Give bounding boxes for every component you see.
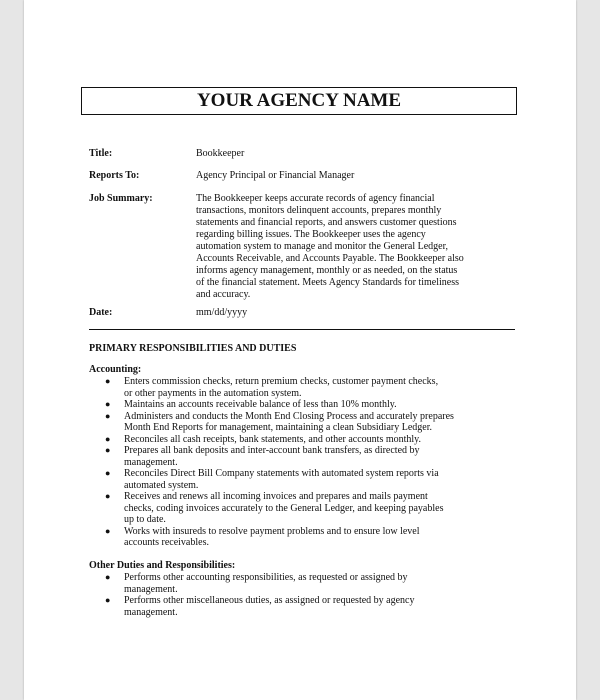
list-item xyxy=(104,572,414,595)
bullet-icon: ● xyxy=(105,376,111,386)
accounting-list xyxy=(104,376,454,549)
bullet-icon: ● xyxy=(105,572,111,582)
list-item xyxy=(104,376,454,399)
list-item-line: Receives and renews all incoming invoices and prepares and mails payment xyxy=(124,491,428,502)
list-item-line: management. xyxy=(124,456,178,468)
list-item-line: Performs other accounting responsibilities, as requested or assigned by xyxy=(124,572,408,583)
list-item xyxy=(104,526,454,549)
bullet-icon: ● xyxy=(105,525,111,536)
job-summary-line: and accuracy. xyxy=(196,289,251,300)
bullet-icon: ● xyxy=(105,399,111,409)
list-item xyxy=(104,491,454,526)
job-summary-line: informs agency management, monthly or as needed, on the status xyxy=(196,265,458,276)
list-item xyxy=(104,434,454,446)
agency-name-title: YOUR AGENCY NAME xyxy=(81,87,517,115)
job-summary-line: automation system to manage and monitor the General Ledger, xyxy=(196,241,449,252)
job-summary-text xyxy=(196,193,464,301)
list-item-line: up to date. xyxy=(124,514,166,525)
bullet-icon: ● xyxy=(105,445,111,455)
job-summary-line: Accounts Receivable, and Accounts Payable. The Bookkeeper also xyxy=(196,253,464,264)
list-item-line: checks, coding invoices accurately to the General Ledger, and keeping payables xyxy=(124,502,444,514)
bullet-icon: ● xyxy=(105,595,111,605)
list-item-line: Works with insureds to resolve payment problems and to ensure low level xyxy=(124,525,420,537)
bullet-icon: ● xyxy=(105,410,111,421)
job-summary-line: of the financial statement. Meets Agency Standards for timeliness xyxy=(196,277,459,288)
date-value: mm/dd/yyyy xyxy=(196,307,248,318)
document-page xyxy=(24,0,576,700)
reports-to-label: Reports To: xyxy=(89,170,140,181)
list-item-line: accounts receivables. xyxy=(124,537,209,548)
job-summary-line: transactions, monitors delinquent accounts, prepares monthly xyxy=(196,205,442,216)
reports-to-value: Agency Principal or Financial Manager xyxy=(196,170,355,181)
title-value: Bookkeeper xyxy=(196,148,245,159)
list-item-line: Reconciles Direct Bill Company statements with automated system reports via xyxy=(124,468,439,479)
list-item xyxy=(104,595,414,618)
list-item xyxy=(104,411,454,434)
list-item-line: Enters commission checks, return premium checks, customer payment checks, xyxy=(124,376,439,387)
list-item-line: Prepares all bank deposits and inter-account bank transfers, as directed by xyxy=(124,445,420,456)
other-duties-heading: Other Duties and Responsibilities: xyxy=(89,560,236,571)
list-item-line: management. xyxy=(124,606,178,618)
job-summary-line: The Bookkeeper keeps accurate records of agency financial xyxy=(196,193,435,204)
date-label: Date: xyxy=(89,307,113,318)
section-heading: PRIMARY RESPONSIBILITIES AND DUTIES xyxy=(89,343,297,354)
list-item xyxy=(104,445,454,468)
list-item-line: management. xyxy=(124,583,178,595)
bullet-icon: ● xyxy=(105,433,111,444)
title-label: Title: xyxy=(89,148,113,159)
list-item-line: Maintains an accounts receivable balance of less than 10% monthly. xyxy=(124,399,397,410)
other-duties-list xyxy=(104,572,414,618)
section-divider xyxy=(89,329,515,330)
list-item-line: Administers and conducts the Month End Closing Process and accurately prepares xyxy=(124,410,454,422)
list-item-line: or other payments in the automation system. xyxy=(124,387,302,399)
list-item-line: automated system. xyxy=(124,479,199,491)
bullet-icon: ● xyxy=(105,491,111,501)
list-item-line: Reconciles all cash receipts, bank statements, and other accounts monthly. xyxy=(124,433,422,445)
bullet-icon: ● xyxy=(105,468,111,478)
list-item xyxy=(104,468,454,491)
list-item xyxy=(104,399,454,411)
job-summary-line: regarding billing issues. The Bookkeeper uses the agency xyxy=(196,229,426,240)
accounting-heading: Accounting: xyxy=(89,364,142,375)
job-summary-label: Job Summary: xyxy=(89,193,153,204)
list-item-line: Performs other miscellaneous duties, as assigned or requested by agency xyxy=(124,595,415,606)
list-item-line: Month End Reports for management, maintaining a clean Subsidiary Ledger. xyxy=(124,422,432,433)
job-summary-line: statements and financial reports, and answers customer questions xyxy=(196,217,457,228)
